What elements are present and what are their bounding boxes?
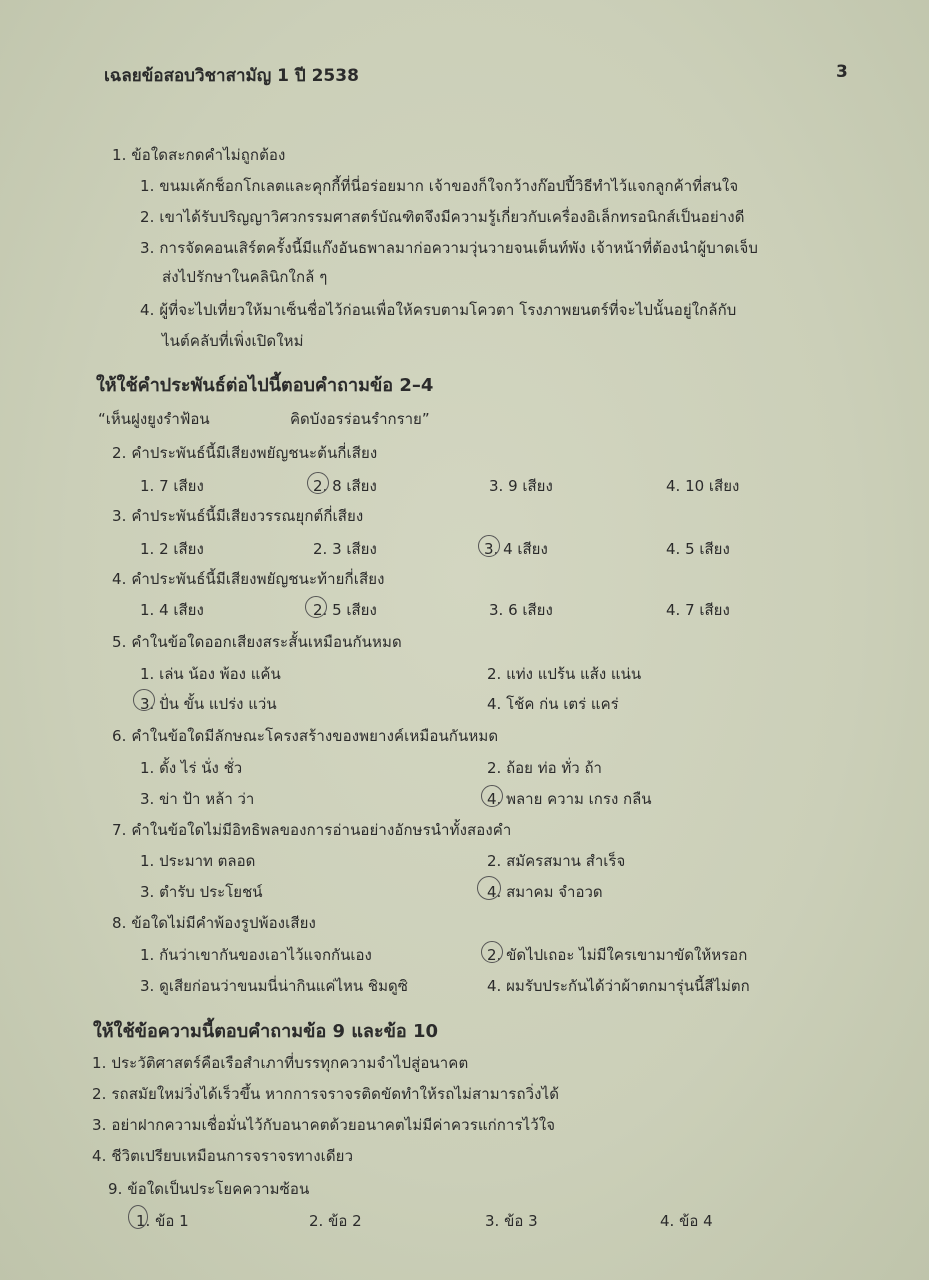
q1-choice-3: 3. การจัดคอนเสิร์ตครั้งนี้มีแก๊งอันธพาลมาก่อความวุ่นวายจนเต็นท์พัง เจ้าหน้าที่ต้องนำผู้บาดเจ็บ xyxy=(140,239,758,257)
q5-option-1: 1. เล่น น้อง พ้อง แค้น xyxy=(140,665,281,683)
answer-circle-mark xyxy=(477,876,501,900)
q9-option-3: 3. ข้อ 3 xyxy=(485,1212,538,1230)
q2-option-1: 1. 7 เสียง xyxy=(140,477,204,495)
q1-choice-2: 2. เขาได้รับปริญญาวิศวกรรมศาสตร์บัณฑิตจึงมีความรู้เกี่ยวกับเครื่องอิเล็กทรอนิกส์เป็นอย่างดี xyxy=(140,208,745,226)
q2-option-3: 3. 9 เสียง xyxy=(489,477,553,495)
q7-option-3: 3. ตำรับ ประโยชน์ xyxy=(140,883,263,901)
section-heading-9-10: ให้ใช้ข้อความนี้ตอบคำถามข้อ 9 และข้อ 10 xyxy=(93,1021,439,1042)
poem-line-b: คิดบังอรร่อนรำกราย” xyxy=(290,410,430,428)
page-number: 3 xyxy=(836,62,848,82)
q5-stem: 5. คำในข้อใดออกเสียงสระสั้นเหมือนกันหมด xyxy=(112,633,402,651)
q7-stem: 7. คำในข้อใดไม่มีอิทธิพลของการอ่านอย่างอักษรนำทั้งสองคำ xyxy=(112,821,512,839)
q2-option-4: 4. 10 เสียง xyxy=(666,477,740,495)
q2-stem: 2. คำประพันธ์นี้มีเสียงพยัญชนะต้นกี่เสียง xyxy=(112,444,378,462)
q4-option-2: 2. 5 เสียง xyxy=(313,601,377,619)
q7-option-4: 4. สมาคม จำอวด xyxy=(487,883,603,901)
section-heading-2-4: ให้ใช้คำประพันธ์ต่อไปนี้ตอบคำถามข้อ 2–4 xyxy=(96,375,434,396)
q4-stem: 4. คำประพันธ์นี้มีเสียงพยัญชนะท้ายกี่เสียง xyxy=(112,570,385,588)
q8-option-4: 4. ผมรับประกันได้ว่าผ้าตกมารุ่นนี้สีไม่ตก xyxy=(487,977,750,995)
q4-option-1: 1. 4 เสียง xyxy=(140,601,204,619)
q9-option-4: 4. ข้อ 4 xyxy=(660,1212,713,1230)
q3-option-1: 1. 2 เสียง xyxy=(140,540,204,558)
passage-statement-4: 4. ชีวิตเปรียบเหมือนการจราจรทางเดียว xyxy=(92,1147,354,1165)
q9-option-1: 1. ข้อ 1 xyxy=(136,1212,189,1230)
answer-circle-mark xyxy=(481,785,503,807)
q6-option-3: 3. ข่า ป้า หล้า ว่า xyxy=(140,790,255,808)
q1-choice-1: 1. ขนมเค้กช็อกโกเลตและคุกกี้ที่นี่อร่อยมาก เจ้าของก็ใจกว้างก๊อปปี้วิธีทำไว้แจกลูกค้าที่สนใจ xyxy=(140,177,739,195)
q8-option-1: 1. กันว่าเขากันของเอาไว้แจกกันเอง xyxy=(140,946,372,964)
q5-option-4: 4. โช้ค ก่น เตร่ แคร่ xyxy=(487,695,619,713)
q4-option-4: 4. 7 เสียง xyxy=(666,601,730,619)
q4-option-3: 3. 6 เสียง xyxy=(489,601,553,619)
poem-line-a: “เห็นฝูงยูงรำฟ้อน xyxy=(98,410,210,428)
passage-statement-3: 3. อย่าฝากความเชื่อมั่นไว้กับอนาคตด้วยอนาคตไม่มีค่าควรแก่การไว้ใจ xyxy=(92,1116,556,1134)
q1-choice-4-cont: ไนต์คลับที่เพิ่งเปิดใหม่ xyxy=(162,332,304,350)
q6-option-4: 4. พลาย ความ เกรง กลืน xyxy=(487,790,652,808)
q8-option-2: 2. ขัดไปเถอะ ไม่มีใครเขามาขัดให้หรอก xyxy=(487,946,748,964)
passage-statement-1: 1. ประวัติศาสตร์คือเรือสำเภาที่บรรทุกความจำไปสู่อนาคต xyxy=(92,1054,469,1072)
q8-option-3: 3. ดูเสียก่อนว่าขนมนี่น่ากินแค่ไหน ชิมดูซิ xyxy=(140,977,408,995)
q5-option-2: 2. แท่ง แปร้น แส้ง แน่น xyxy=(487,665,642,683)
page-header-title: เฉลยข้อสอบวิชาสามัญ 1 ปี 2538 xyxy=(104,66,359,86)
q1-choice-3-cont: ส่งไปรักษาในคลินิกใกล้ ๆ xyxy=(162,268,328,286)
answer-circle-mark xyxy=(305,596,327,618)
q7-option-2: 2. สมัครสมาน สำเร็จ xyxy=(487,852,626,870)
answer-circle-mark xyxy=(128,1205,148,1229)
q8-stem: 8. ข้อใดไม่มีคำพ้องรูปพ้องเสียง xyxy=(112,914,316,932)
passage-statement-2: 2. รถสมัยใหม่วิ่งได้เร็วขึ้น หากการจราจรติดขัดทำให้รถไม่สามารถวิ่งได้ xyxy=(92,1085,560,1103)
q7-option-1: 1. ประมาท ตลอด xyxy=(140,852,256,870)
q5-option-3: 3. ปั่น ขั้น แปร่ง แว่น xyxy=(140,695,277,713)
q9-option-2: 2. ข้อ 2 xyxy=(309,1212,362,1230)
q1-choice-4: 4. ผู้ที่จะไปเที่ยวให้มาเซ็นชื่อไว้ก่อนเพื่อให้ครบตามโควตา โรงภาพยนตร์ที่จะไปนั้นอยู่ใกล้กับ xyxy=(140,301,737,319)
q1-stem: 1. ข้อใดสะกดคำไม่ถูกต้อง xyxy=(112,146,286,164)
q3-option-2: 2. 3 เสียง xyxy=(313,540,377,558)
answer-circle-mark xyxy=(133,689,155,711)
answer-circle-mark xyxy=(478,535,500,557)
q9-stem: 9. ข้อใดเป็นประโยคความซ้อน xyxy=(108,1180,310,1198)
q3-option-3: 3. 4 เสียง xyxy=(484,540,548,558)
q3-stem: 3. คำประพันธ์นี้มีเสียงวรรณยุกต์กี่เสียง xyxy=(112,507,364,525)
q6-option-2: 2. ถ้อย ท่อ ทั่ว ถ้า xyxy=(487,759,602,777)
q6-option-1: 1. ดั้ง ไร่ นั่ง ชั่ว xyxy=(140,759,243,777)
answer-circle-mark xyxy=(307,472,329,494)
answer-circle-mark xyxy=(481,941,503,963)
q3-option-4: 4. 5 เสียง xyxy=(666,540,730,558)
q2-option-2: 2. 8 เสียง xyxy=(313,477,377,495)
q6-stem: 6. คำในข้อใดมีลักษณะโครงสร้างของพยางค์เหมือนกันหมด xyxy=(112,727,499,745)
